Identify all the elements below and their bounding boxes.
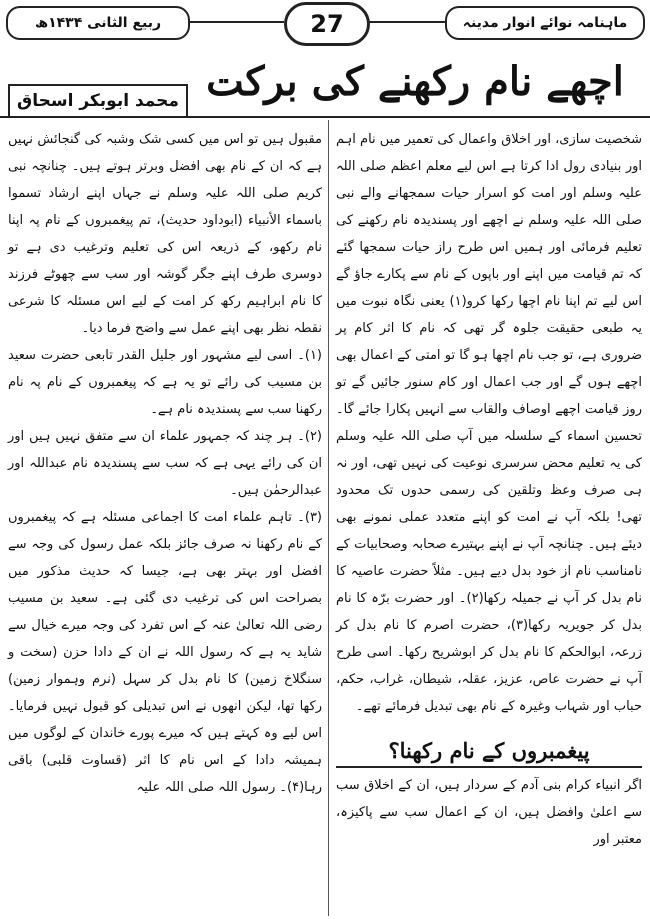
- author-name: محمد ابوبکر اسحاق: [8, 84, 188, 118]
- page-header: [0, 0, 650, 46]
- paragraph: (۲)۔ ہر چند کہ جمہور علماء ان سے متفق نہیں ہیں اور ان کی رائے یہی ہے کہ سب سے پسندیدہ نام عبداللہ اور عبدالرحمٰن ہیں۔: [8, 429, 322, 498]
- right-column: [336, 126, 642, 853]
- left-column: [8, 126, 322, 801]
- paragraph: (۱)۔ اسی لیے مشہور اور جلیل القدر تابعی حضرت سعید بن مسیب کی رائے تو یہ ہے کہ پیغمبروں کے نام پہ نام رکھنا سب سے پسندیدہ نام ہے۔: [8, 348, 322, 417]
- column-divider: [328, 120, 329, 916]
- magazine-name: ماہنامہ نوائے انوار مدینہ: [445, 6, 645, 40]
- header-rule-right: [364, 21, 445, 23]
- article-title: اچھے نام رکھنے کی برکت: [206, 58, 624, 105]
- header-rule-left: [186, 21, 284, 23]
- paragraph: (۳)۔ تاہم علماء امت کا اجماعی مسئلہ ہے کہ پیغمبروں کے نام رکھنا نہ صرف جائز بلکہ عمل رسول کی وجہ سے افضل اور بہتر بھی ہے، جیسا کہ حدیث مذکور میں بصراحت اس کی ترغیب دی گئی ہے۔ سعید بن مسیب رضی اللہ تعالیٰ عنہ کے اس تفرد کی وجہ میرے خیال سے شاید یہ ہے کہ رسول اللہ نے ان کے دادا حزن (سخت و سنگلاخ زمین) کا نام بدل کر سہل (نرم وہموار زمین) رکھا تھا، لیکن انھوں نے اس تبدیلی کو قبول نہیں فرمایا۔ اس لیے وہ کہتے ہیں کہ میرے پورے خاندان کے لوگوں میں ہمیشہ دادا کے اس نام کا اثر (قساوت قلبی) باقی رہا(۴)۔ رسول اللہ صلی اللہ علیہ: [8, 510, 322, 795]
- page-number: 27: [284, 2, 370, 46]
- paragraph: مقبول ہیں تو اس میں کسی شک وشبہ کی گنجائش نہیں ہے کہ ان کے نام بھی افضل وبرتر ہوتے ہیں۔ چنانچہ نبی کریم صلی اللہ علیہ وسلم نے جہاں اپنے ارشاد تسموا باسماء الأنبیاء (ابوداود حدیث)، تم پیغمبروں کے نام پہ اپنا نام رکھو، کے ذریعہ اس کی تعلیم وترغیب دی ہے تو دوسری طرف اپنے جگر گوشہ اور سب سے چھوٹے فرزند کا نام ابراہیم رکھ کر امت کے لیے اس مسئلہ کا شرعی نقطہ نظر بھی اپنے عمل سے واضح فرما دیا۔: [8, 132, 322, 336]
- issue-date: ربیع الثانی ۱۴۳۴ھ: [6, 6, 190, 40]
- paragraph: اگر انبیاء کرام بنی آدم کے سردار ہیں، ان کے اخلاق سب سے اعلیٰ وافضل ہیں، ان کے اعمال سب سے پاکیزہ، معتبر اور: [336, 778, 642, 847]
- section-heading: پیغمبروں کے نام رکھنا؟: [336, 736, 642, 768]
- paragraph: شخصیت سازی، اور اخلاق واعمال کی تعمیر میں نام اہم اور بنیادی رول ادا کرتا ہے اس لیے معلم اعظم صلی اللہ علیہ وسلم اور امت کو اسرار حیات سمجھانے والے نبی صلی اللہ علیہ وسلم نے اچھے اور پسندیدہ نام رکھنے کی تعلیم فرمائی اور ہمیں اس طرح راز حیات سمجھا گئے کہ تم قیامت میں اپنے اور باپوں کے نام سے پکارے جاؤ گے اس لیے تم اپنا نام اچھا رکھا کرو(۱) یعنی نگاہ نبوت میں یہ طبعی حقیقت جلوہ گر تھی کہ نام کا اثر کام پر ضروری ہے، تو جب نام اچھا ہو گا تو امتی کے اعمال بھی اچھے ہوں گے اور جب اعمال اور کام سنور جائیں گے تو روز قیامت اچھے اوصاف والقاب سے انہیں پکارا جائے گا۔ تحسین اسماء کے سلسلہ میں آپ صلی اللہ علیہ وسلم کی یہ تعلیم محض سرسری نوعیت کی نہیں تھی، اور نہ ہی صرف وعظ وتلقین کی رسمی حدوں تک محدود تھی! بلکہ آپ نے امت کو اپنے متعدد عملی نمونے بھی دیئے ہیں۔ چنانچہ آپ نے اپنے بہتیرے صحابہ وصحابیات کے نامناسب نام از خود بدل دیے ہیں۔ مثلاً حضرت عاصیہ کا نام بدل کر آپ نے جمیلہ رکھا(۲)۔ اور حضرت برّہ کا نام بدل کر جویریہ رکھا(۳)، حضرت اصرم کا نام بدل کر زرعہ، ابوالحکم کا نام بدل کر ابوشریح رکھا۔ اسی طرح آپ نے حضرت عاص، عزیز، عقلہ، شیطان، غراب، حکم، حباب اور شہاب وغیرہ کے نام بھی تبدیل فرمائے تھے۔: [336, 132, 643, 714]
- title-rule: [0, 116, 650, 118]
- article-header: [0, 48, 650, 122]
